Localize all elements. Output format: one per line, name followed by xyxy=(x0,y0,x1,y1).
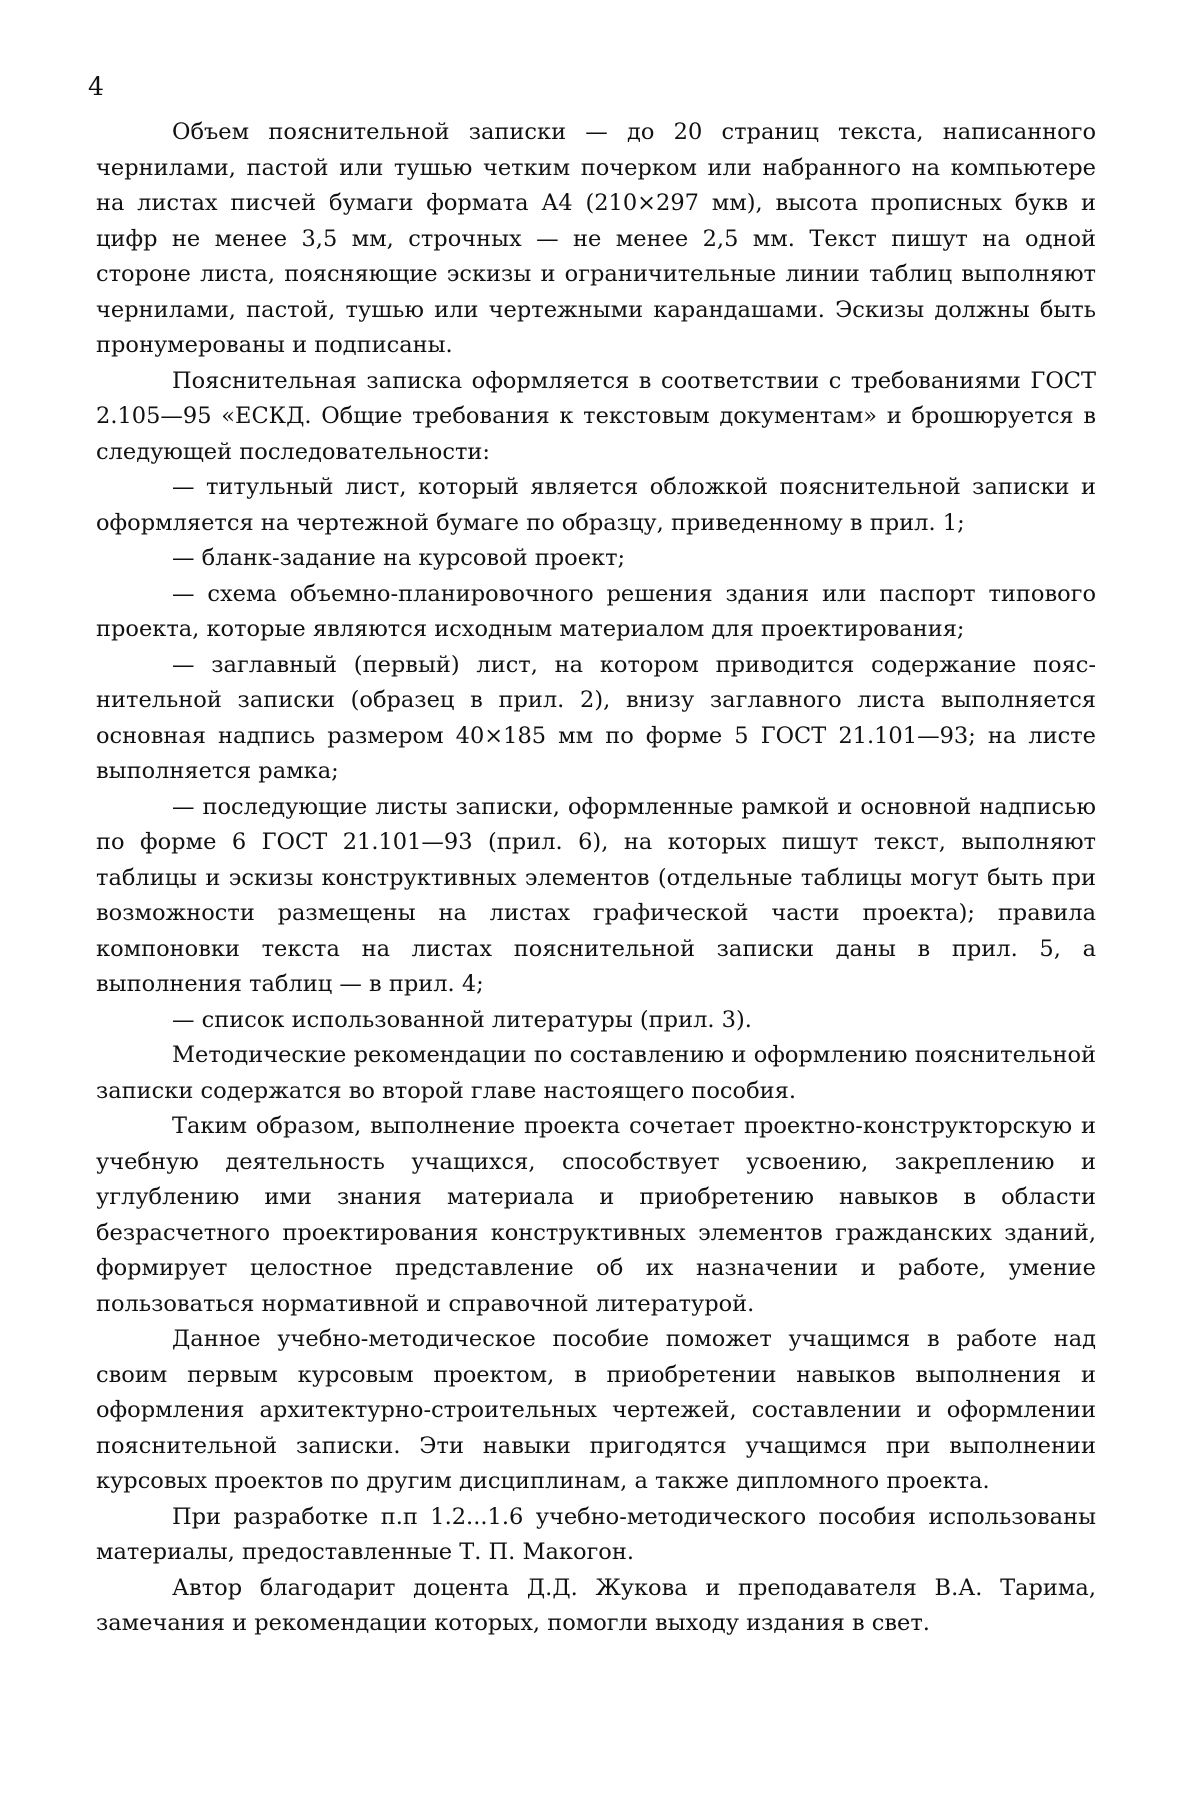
paragraph-gost-order: Пояснительная записка оформляется в соответствии с требованиями ГОСТ 2.105—95 «ЕСКД. Общие требования к текстовым документам» и брошюруется в следующей последовательности: xyxy=(96,367,1096,465)
page-number: 4 xyxy=(88,72,104,101)
list-item-scheme: — схема объемно-планировочного решения здания или паспорт типового проекта, которые являются исходным материалом для проектирования; xyxy=(96,580,1096,642)
paragraph-materials: При разработке п.п 1.2...1.6 учебно-методического пособия использованы материалы, предоставленные Т. П. Макогон. xyxy=(96,1503,1096,1565)
paragraph-recommendations: Методические рекомендации по составлению и оформлению пояснительной записки содержатся во второй главе настоящего пособия. xyxy=(96,1042,1096,1104)
paragraph-acknowledgement: Автор благодарит доцента Д.Д. Жукова и преподавателя В.А. Тарима, замечания и рекомендации которых, помогли выходу издания в свет. xyxy=(96,1574,1096,1636)
paragraph-volume: Объем пояснительной записки — до 20 страниц текста, написанного чернилами, пастой или тушью четким почерком или набранного на компьютере на листах писчей бумаги формата А4 (210×297 мм), высота прописных букв и цифр не менее 3,5 мм, строчных — не менее 2,5 мм. Текст пишут на одной стороне листа, поясняющие эскизы и ограничительные линии таблиц выполняют чернилами, пастой, тушью или чертежными карандашами. Эскизы должны быть пронумерованы и подписаны. xyxy=(96,119,1096,358)
list-item-following-sheets: — последующие листы записки, оформленные рамкой и основной надписью по форме 6 ГОСТ 21.101—93 (прил. 6), на которых пишут текст, выполняют таблицы и эскизы конструктивных элементов (отдельные таблицы могут быть при возможности размещены на листах графической части проекта); правила компоновки текста на листах пояснительной записки даны в прил. 5, а выполнения таблиц — в прил. 4; xyxy=(96,793,1096,997)
list-item-references: — список использованной литературы (прил. 3). xyxy=(172,1006,752,1033)
paragraph-manual-purpose: Данное учебно-методическое пособие поможет учащимся в работе над своим первым курсовым проектом, в приобретении навыков выполнения и оформления архитектурно-строительных чертежей, составлении и оформлении пояснительной записки. Эти навыки пригодятся учащимся при выполнении курсовых проектов по другим дисциплинам, а также дипломного проекта. xyxy=(96,1326,1096,1494)
body-text xyxy=(96,115,1096,1642)
list-item-assignment: — бланк-задание на курсовой проект; xyxy=(172,545,626,571)
list-item-main-sheet: — заглавный (первый) лист, на котором приводится содержание пояснительной записки (образец в прил. 2), внизу заглавного листа выполняется основная надпись размером 40×185 мм по форме 5 ГОСТ 21.101—93; на листе выполняется рамка; xyxy=(96,651,1096,784)
list-item-title-sheet: — титульный лист, который является обложкой пояснительной записки и оформляется на чертежной бумаге по образцу, приведенному в прил. 1; xyxy=(96,474,1096,536)
paragraph-summary: Таким образом, выполнение проекта сочетает проектно-конструкторскую и учебную деятельность учащихся, способствует усвоению, закреплению и углублению ими знания материала и приобретению навыков в области безрасчетного проектирования конструктивных элементов гражданских зданий, формирует целостное представление об их назначении и работе, умение пользоваться нормативной и справочной литературой. xyxy=(96,1113,1096,1317)
